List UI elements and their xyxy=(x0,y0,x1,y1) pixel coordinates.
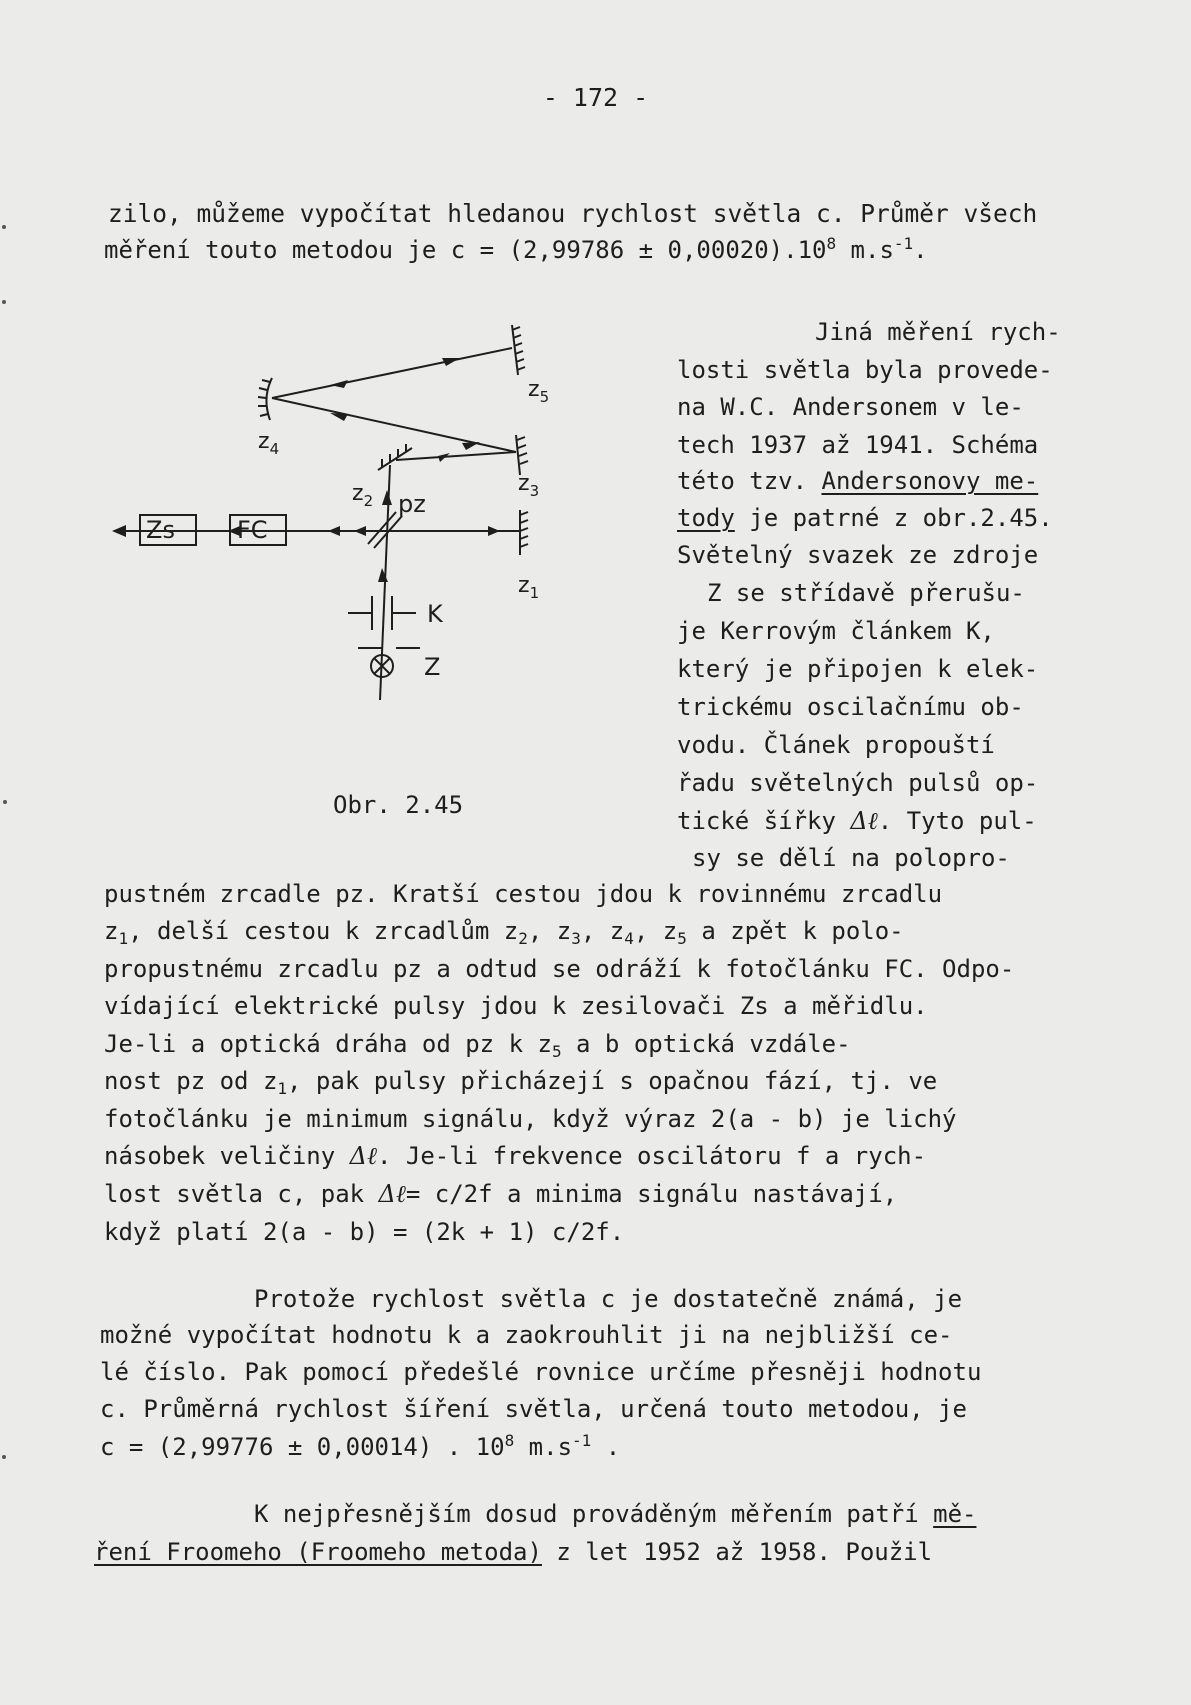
label-z5: $z_5$ xyxy=(528,377,550,406)
rc-line-15: sy se dělí na polopro- xyxy=(692,844,1010,872)
intro-line-2: měření touto metodou je $c = (2,99786 \pm 0,00020).10^8$ $m.s^{-1}$. xyxy=(104,234,928,264)
rc-line-11: trickému oscilačnímu ob- xyxy=(677,693,1024,721)
margin-speck xyxy=(2,1455,6,1459)
margin-speck xyxy=(3,800,7,804)
rc-line-3: na W.C. Andersonem v le- xyxy=(677,393,1024,421)
body-line-7: fotočlánku je minimum signálu, když výraz 2(a - b) je lichý xyxy=(104,1105,957,1133)
label-pz: pz xyxy=(398,490,426,518)
label-z: Z xyxy=(424,653,441,681)
rc-line-13: řadu světelných pulsů op- xyxy=(677,769,1039,797)
rc-line-10: který je připojen k elek- xyxy=(677,655,1039,683)
para2-line-1: Protože rychlost světla c je dostatečně známá, je xyxy=(254,1285,963,1313)
figure-caption: Obr. 2.45 xyxy=(333,791,464,819)
body-line-3: propustnému zrcadlu pz a odtud se odráží k fotočlánku FC. Odpo- xyxy=(104,955,1015,983)
froome-method-term: ření Froomeho (Froomeho metoda) xyxy=(94,1538,542,1566)
kerr-cell xyxy=(348,596,416,630)
label-z1: $z_1$ xyxy=(518,573,540,602)
para3-line-1: K nejpřesnějším dosud prováděným měřením patří mě- xyxy=(254,1500,977,1528)
body-line-9: lost světla c, pak Δℓ= c/2f a minima signálu nastávají, xyxy=(104,1180,898,1208)
light-source xyxy=(358,648,420,677)
rc-line-6: tody je patrné z obr.2.45. xyxy=(677,504,1053,532)
rc-line-2: losti světla byla provede- xyxy=(677,356,1053,384)
rc-line-12: vodu. Článek propouští xyxy=(677,731,995,759)
para2-line-3: lé číslo. Pak pomocí předešlé rovnice určíme přesněji hodnotu xyxy=(100,1358,982,1386)
body-line-10: když platí 2(a - b) = (2k + 1) c/2f. xyxy=(104,1218,625,1246)
label-k: K xyxy=(427,600,443,628)
mirror-z2 xyxy=(378,444,412,470)
mirror-z1 xyxy=(520,510,528,555)
anderson-method-diagram xyxy=(100,300,570,720)
intro-line-1: zilo, můžeme vypočítat hledanou rychlost světla c. Průměr všech xyxy=(108,199,1038,228)
andersonovy-term: Andersonovy me- xyxy=(821,467,1039,495)
mirror-z5 xyxy=(512,325,525,375)
label-fc: FC xyxy=(237,516,268,544)
margin-speck xyxy=(2,225,6,229)
label-zs: Zs xyxy=(146,516,175,544)
body-line-4: vídající elektrické pulsy jdou k zesilovači Zs a měřidlu. xyxy=(104,992,928,1020)
label-z3: $z_3$ xyxy=(518,471,540,500)
para2-line-4: c. Průměrná rychlost šíření světla, určená touto metodou, je xyxy=(100,1395,967,1423)
body-line-1: pustném zrcadle pz. Kratší cestou jdou k rovinnému zrcadlu xyxy=(104,880,943,908)
para2-line-5: c = (2,99776 ± 0,00014) . $10^8$ $m.s^{-1}$ . xyxy=(100,1431,621,1461)
rc-line-9: je Kerrovým článkem K, xyxy=(677,617,995,645)
beam-z2-z3 xyxy=(396,452,516,460)
rc-line-14: tické šířky Δℓ. Tyto pul- xyxy=(677,807,1037,835)
para3-line-2: ření Froomeho (Froomeho metoda) z let 1952 až 1958. Použil xyxy=(94,1538,933,1566)
body-line-2: $z_1$, delší cestou k zrcadlům $z_2$, $z_3$, $z_4$, $z_5$ a zpět k polo- xyxy=(104,917,904,948)
page-number: - 172 - xyxy=(542,83,649,112)
mirror-z4 xyxy=(258,378,272,420)
label-z2: $z_2$ xyxy=(352,481,374,510)
rc-line-8: Z se střídavě přerušu- xyxy=(707,579,1025,607)
rc-line-1: Jiná měření rych- xyxy=(815,318,1061,346)
para2-line-2: možné vypočítat hodnotu k a zaokrouhlit ji na nejbližší ce- xyxy=(100,1321,953,1349)
rc-line-5: této tzv. Andersonovy me- xyxy=(677,467,1039,495)
rc-line-4: tech 1937 až 1941. Schéma xyxy=(677,431,1039,459)
beam-z4-z5 xyxy=(272,348,512,398)
body-line-5: Je-li a optická dráha od pz k $z_5$ a b optická vzdále- xyxy=(104,1030,851,1061)
mirror-z3 xyxy=(516,435,528,475)
margin-speck xyxy=(2,300,6,304)
body-line-8: násobek veličiny Δℓ. Je-li frekvence oscilátoru f a rych- xyxy=(104,1142,927,1170)
label-z4: $z_4$ xyxy=(258,429,280,458)
rc-line-7: Světelný svazek ze zdroje xyxy=(677,541,1039,569)
beam-z4-z3 xyxy=(272,398,516,452)
body-line-6: nost pz od $z_1$, pak pulsy přicházejí s opačnou fází, tj. ve xyxy=(104,1067,938,1098)
